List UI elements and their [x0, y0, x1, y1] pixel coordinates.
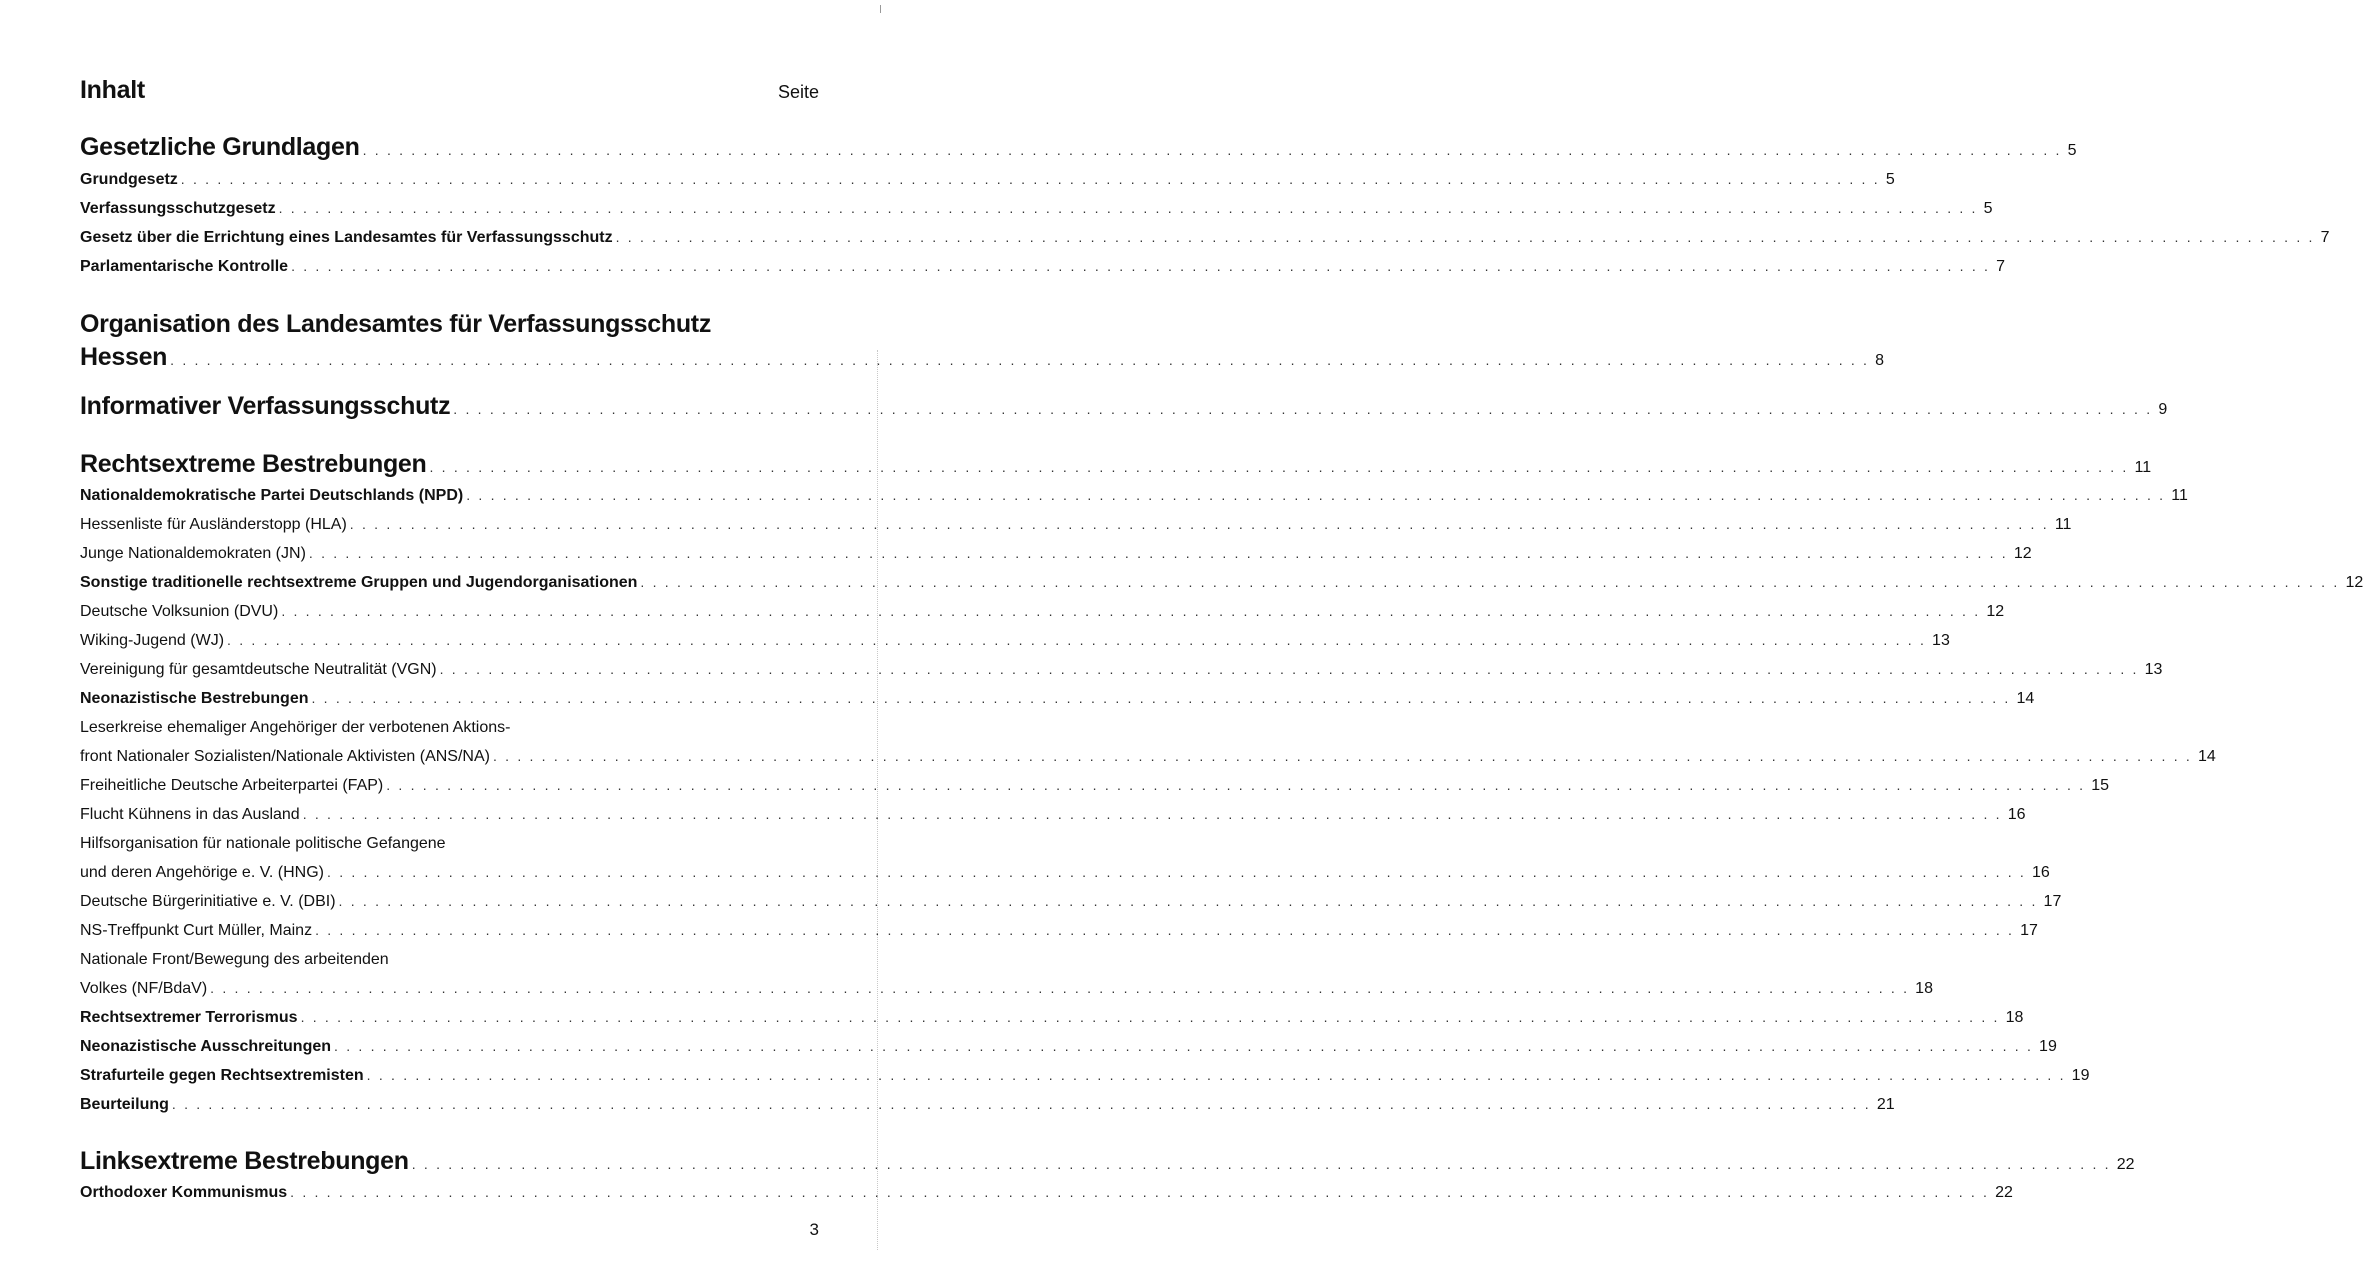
page-number: 3 — [809, 1220, 819, 1239]
toc-page-number: 5 — [1983, 199, 1993, 217]
toc-entry-title: Parlamentarische Kontrolle — [80, 257, 289, 275]
toc-entry — [80, 1037, 2057, 1056]
dot-leader: . . . . . . . . . . . . . . . . . . . . . . . . . . . . . . . . . . . . . . . . . . . . . . . . . . . . . . . . . . . . . . . . . . . . . . . . . . . . . . . . . . . . . . . . . . . . . . . . . . . . . . . . . . . . . . . . . . . . . . . . . . . . . . . . . . . . . . . . . . . . — [302, 805, 2002, 822]
toc-entry-title: Grundgesetz — [80, 170, 178, 188]
toc-page-number: 15 — [2091, 776, 2110, 794]
toc-entry-title: Deutsche Volksunion (DVU) — [80, 602, 279, 620]
toc-page-number: 12 — [2013, 544, 2032, 562]
toc-section-heading — [80, 1146, 2135, 1176]
toc-page-number: 7 — [2320, 228, 2330, 246]
toc-entry-title: Informativer Verfassungsschutz — [80, 391, 451, 420]
toc-entry — [80, 544, 2032, 563]
toc-entry-title: Orthodoxer Kommunismus — [80, 1183, 288, 1201]
toc-entry-title: Deutsche Bürgerinitiative e. V. (DBI) — [80, 892, 336, 910]
toc-entry — [80, 602, 2005, 621]
dot-leader: . . . . . . . . . . . . . . . . . . . . . . . . . . . . . . . . . . . . . . . . . . . . . . . . . . . . . . . . . . . . . . . . . . . . . . . . . . . . . . . . . . . . . . . . . . . . . . . . . . . . . . . . . . . . . . . . . . . . . . . . . . . . . . . . . . . . . . . . . . . . — [311, 689, 2011, 706]
dot-leader: . . . . . . . . . . . . . . . . . . . . . . . . . . . . . . . . . . . . . . . . . . . . . . . . . . . . . . . . . . . . . . . . . . . . . . . . . . . . . . . . . . . . . . . . . . . . . . . . . . . . . . . . . . . . . . . . . . . . . . . . . . . . . . . . . . . . . . . . . . . . — [334, 1037, 2034, 1054]
toc-entry — [80, 979, 1933, 998]
dot-leader: . . . . . . . . . . . . . . . . . . . . . . . . . . . . . . . . . . . . . . . . . . . . . . . . . . . . . . . . . . . . . . . . . . . . . . . . . . . . . . . . . . . . . . . . . . . . . . . . . . . . . . . . . . . . . . . . . . . . . . . . . . . . . . . . . . . . . . . . . . . . — [439, 660, 2139, 677]
toc-entry — [80, 573, 2363, 592]
toc-entry — [80, 515, 2072, 534]
toc-page-number: 9 — [2158, 400, 2168, 418]
toc-entry-title: Vereinigung für gesamtdeutsche Neutralität (VGN) — [80, 660, 437, 678]
toc-entry — [80, 199, 1993, 218]
toc-page-number: 12 — [1986, 602, 2005, 620]
toc-entry-title: Wiking-Jugend (WJ) — [80, 631, 225, 649]
toc-entry — [80, 1066, 2090, 1085]
toc-page-number: 16 — [2007, 805, 2026, 823]
toc-title: Inhalt — [80, 76, 145, 104]
dot-leader: . . . . . . . . . . . . . . . . . . . . . . . . . . . . . . . . . . . . . . . . . . . . . . . . . . . . . . . . . . . . . . . . . . . . . . . . . . . . . . . . . . . . . . . . . . . . . . . . . . . . . . . . . . . . . . . . . . . . . . . . . . . . . . . . . . . . . . . . . . . . — [429, 458, 2129, 475]
toc-entry-title: Volkes (NF/BdaV) — [80, 979, 208, 997]
toc-entry-title: front Nationaler Sozialisten/Nationale Aktivisten (ANS/NA) — [80, 747, 490, 765]
toc-entry — [80, 892, 2062, 911]
dot-leader: . . . . . . . . . . . . . . . . . . . . . . . . . . . . . . . . . . . . . . . . . . . . . . . . . . . . . . . . . . . . . . . . . . . . . . . . . . . . . . . . . . . . . . . . . . . . . . . . . . . . . . . . . . . . . . . . . . . . . . . . . . . . . . . . . . . . . . . . . . . . — [281, 602, 1981, 619]
toc-entry-title: Freiheitliche Deutsche Arbeiterpartei (FAP) — [80, 776, 384, 794]
toc-entry-title: Gesetz über die Errichtung eines Landesamtes für Verfassungsschutz — [80, 228, 613, 246]
toc-entry — [80, 631, 1950, 650]
toc-entry-title: Hessenliste für Ausländerstopp (HLA) — [80, 515, 347, 533]
toc-entry-title: Strafurteile gegen Rechtsextremisten — [80, 1066, 364, 1084]
toc-page-number: 16 — [2032, 863, 2050, 881]
toc-page-number: 18 — [2005, 1008, 2024, 1026]
dot-leader: . . . . . . . . . . . . . . . . . . . . . . . . . . . . . . . . . . . . . . . . . . . . . . . . . . . . . . . . . . . . . . . . . . . . . . . . . . . . . . . . . . . . . . . . . . . . . . . . . . . . . . . . . . . . . . . . . . . . . . . . . . . . . . . . . . . . . . . . . . . . — [362, 141, 2062, 158]
page-edge-shadow — [877, 350, 878, 1250]
dot-leader: . . . . . . . . . . . . . . . . . . . . . . . . . . . . . . . . . . . . . . . . . . . . . . . . . . . . . . . . . . . . . . . . . . . . . . . . . . . . . . . . . . . . . . . . . . . . . . . . . . . . . . . . . . . . . . . . . . . . . . . . . . . . . . . . . . . . . . . . . . . . — [453, 400, 2153, 417]
toc-entry — [80, 257, 2005, 276]
toc-page-number: 17 — [2043, 892, 2062, 910]
toc-page-number: 5 — [2067, 141, 2077, 159]
toc-entry-title: Nationaldemokratische Partei Deutschlands (NPD) — [80, 486, 464, 504]
toc-page-number: 11 — [2171, 486, 2188, 504]
dot-leader: . . . . . . . . . . . . . . . . . . . . . . . . . . . . . . . . . . . . . . . . . . . . . . . . . . . . . . . . . . . . . . . . . . . . . . . . . . . . . . . . . . . . . . . . . . . . . . . . . . . . . . . . . . . . . . . . . . . . . . . . . . . . . . . . . . . . . . . . . . . . — [290, 1183, 1990, 1200]
toc-entry-title: Neonazistische Bestrebungen — [80, 689, 309, 707]
dot-leader: . . . . . . . . . . . . . . . . . . . . . . . . . . . . . . . . . . . . . . . . . . . . . . . . . . . . . . . . . . . . . . . . . . . . . . . . . . . . . . . . . . . . . . . . . . . . . . . . . . . . . . . . . . . . . . . . . . . . . . . . . . . . . . . . . . . . . . . . . . . . — [366, 1066, 2066, 1083]
toc-entry — [80, 1008, 2024, 1027]
toc-entry — [80, 170, 1895, 189]
toc-section-heading — [80, 132, 2077, 162]
toc-header — [80, 76, 819, 105]
toc-entry — [80, 863, 2050, 882]
toc-page-number: 11 — [2134, 458, 2152, 476]
toc-entry — [80, 747, 2216, 766]
toc-entry — [80, 1183, 2013, 1202]
toc-entry-title: NS-Treffpunkt Curt Müller, Mainz — [80, 921, 313, 939]
page-column-label: Seite — [777, 82, 819, 102]
toc-entry-title: Rechtsextreme Bestrebungen — [80, 449, 427, 478]
toc-entry-title: Flucht Kühnens in das Ausland — [80, 805, 300, 823]
toc-entry — [80, 660, 2163, 679]
toc-entry — [80, 805, 2026, 824]
toc-entry-title: Hessen — [80, 342, 168, 371]
toc-entry-title: und deren Angehörige e. V. (HNG) — [80, 863, 325, 881]
toc-page-number: 11 — [2054, 515, 2072, 533]
toc-entry — [80, 921, 2038, 940]
toc-page-number: 14 — [2016, 689, 2035, 707]
dot-leader: . . . . . . . . . . . . . . . . . . . . . . . . . . . . . . . . . . . . . . . . . . . . . . . . . . . . . . . . . . . . . . . . . . . . . . . . . . . . . . . . . . . . . . . . . . . . . . . . . . . . . . . . . . . . . . . . . . . . . . . . . . . . . . . . . . . . . . . . . . . . — [349, 515, 2049, 532]
toc-entry-title: Rechtsextremer Terrorismus — [80, 1008, 298, 1026]
toc-page-number: 8 — [1875, 351, 1885, 369]
toc-entry — [80, 228, 2330, 247]
toc-page-number: 12 — [2345, 573, 2363, 591]
dot-leader: . . . . . . . . . . . . . . . . . . . . . . . . . . . . . . . . . . . . . . . . . . . . . . . . . . . . . . . . . . . . . . . . . . . . . . . . . . . . . . . . . . . . . . . . . . . . . . . . . . . . . . . . . . . . . . . . . . . . . . . . . . . . . . . . . . . . . . . . . . . . — [411, 1155, 2111, 1172]
dot-leader: . . . . . . . . . . . . . . . . . . . . . . . . . . . . . . . . . . . . . . . . . . . . . . . . . . . . . . . . . . . . . . . . . . . . . . . . . . . . . . . . . . . . . . . . . . . . . . . . . . . . . . . . . . . . . . . . . . . . . . . . . . . . . . . . . . . . . . . . . . . . — [170, 351, 1870, 368]
toc-page-number: 21 — [1876, 1095, 1895, 1113]
dot-leader: . . . . . . . . . . . . . . . . . . . . . . . . . . . . . . . . . . . . . . . . . . . . . . . . . . . . . . . . . . . . . . . . . . . . . . . . . . . . . . . . . . . . . . . . . . . . . . . . . . . . . . . . . . . . . . . . . . . . . . . . . . . . . . . . . . . . . . . . . . . . — [278, 199, 1978, 216]
toc-page-number: 19 — [2071, 1066, 2090, 1084]
toc-entry-line1: Nationale Front/Bewegung des arbeitenden — [80, 950, 389, 968]
toc-entry — [80, 486, 2188, 505]
toc-entry — [80, 1095, 1895, 1114]
toc-page-number: 22 — [2116, 1155, 2135, 1173]
toc-entry-title: Sonstige traditionelle rechtsextreme Gruppen und Jugendorganisationen — [80, 573, 638, 591]
toc-section-heading — [80, 391, 2168, 421]
dot-leader: . . . . . . . . . . . . . . . . . . . . . . . . . . . . . . . . . . . . . . . . . . . . . . . . . . . . . . . . . . . . . . . . . . . . . . . . . . . . . . . . . . . . . . . . . . . . . . . . . . . . . . . . . . . . . . . . . . . . . . . . . . . . . . . . . . . . . . . . . . . . — [466, 486, 2166, 503]
dot-leader: . . . . . . . . . . . . . . . . . . . . . . . . . . . . . . . . . . . . . . . . . . . . . . . . . . . . . . . . . . . . . . . . . . . . . . . . . . . . . . . . . . . . . . . . . . . . . . . . . . . . . . . . . . . . . . . . . . . . . . . . . . . . . . . . . . . . . . . . . . . . — [227, 631, 1927, 648]
dot-leader: . . . . . . . . . . . . . . . . . . . . . . . . . . . . . . . . . . . . . . . . . . . . . . . . . . . . . . . . . . . . . . . . . . . . . . . . . . . . . . . . . . . . . . . . . . . . . . . . . . . . . . . . . . . . . . . . . . . . . . . . . . . . . . . . . . . . . . . . . . . . — [210, 979, 1910, 996]
toc-entry-title: Linksextreme Bestrebungen — [80, 1146, 409, 1175]
dot-leader: . . . . . . . . . . . . . . . . . . . . . . . . . . . . . . . . . . . . . . . . . . . . . . . . . . . . . . . . . . . . . . . . . . . . . . . . . . . . . . . . . . . . . . . . . . . . . . . . . . . . . . . . . . . . . . . . . . . . . . . . . . . . . . . . . . . . . . . . . . . . — [640, 573, 2340, 590]
dot-leader: . . . . . . . . . . . . . . . . . . . . . . . . . . . . . . . . . . . . . . . . . . . . . . . . . . . . . . . . . . . . . . . . . . . . . . . . . . . . . . . . . . . . . . . . . . . . . . . . . . . . . . . . . . . . . . . . . . . . . . . . . . . . . . . . . . . . . . . . . . . . — [300, 1008, 2000, 1025]
dot-leader: . . . . . . . . . . . . . . . . . . . . . . . . . . . . . . . . . . . . . . . . . . . . . . . . . . . . . . . . . . . . . . . . . . . . . . . . . . . . . . . . . . . . . . . . . . . . . . . . . . . . . . . . . . . . . . . . . . . . . . . . . . . . . . . . . . . . . . . . . . . . — [171, 1095, 1871, 1112]
dot-leader: . . . . . . . . . . . . . . . . . . . . . . . . . . . . . . . . . . . . . . . . . . . . . . . . . . . . . . . . . . . . . . . . . . . . . . . . . . . . . . . . . . . . . . . . . . . . . . . . . . . . . . . . . . . . . . . . . . . . . . . . . . . . . . . . . . . . . . . . . . . . — [291, 257, 1991, 274]
toc-page-number: 7 — [1996, 257, 2005, 275]
toc-page-number: 13 — [2144, 660, 2163, 678]
dot-leader: . . . . . . . . . . . . . . . . . . . . . . . . . . . . . . . . . . . . . . . . . . . . . . . . . . . . . . . . . . . . . . . . . . . . . . . . . . . . . . . . . . . . . . . . . . . . . . . . . . . . . . . . . . . . . . . . . . . . . . . . . . . . . . . . . . . . . . . . . . . . — [338, 892, 2038, 909]
toc-page-number: 14 — [2197, 747, 2216, 765]
dot-leader: . . . . . . . . . . . . . . . . . . . . . . . . . . . . . . . . . . . . . . . . . . . . . . . . . . . . . . . . . . . . . . . . . . . . . . . . . . . . . . . . . . . . . . . . . . . . . . . . . . . . . . . . . . . . . . . . . . . . . . . . . . . . . . . . . . . . . . . . . . . . — [327, 863, 2027, 880]
toc-page-number: 17 — [2020, 921, 2038, 939]
toc-page-number: 18 — [1915, 979, 1933, 997]
scan-mark — [880, 5, 881, 13]
dot-leader: . . . . . . . . . . . . . . . . . . . . . . . . . . . . . . . . . . . . . . . . . . . . . . . . . . . . . . . . . . . . . . . . . . . . . . . . . . . . . . . . . . . . . . . . . . . . . . . . . . . . . . . . . . . . . . . . . . . . . . . . . . . . . . . . . . . . . . . . . . . . — [386, 776, 2086, 793]
toc-entry-title: Beurteilung — [80, 1095, 169, 1113]
toc-entry-title: Verfassungsschutzgesetz — [80, 199, 276, 217]
toc-page-number: 5 — [1885, 170, 1895, 188]
toc-entry-title: Gesetzliche Grundlagen — [80, 132, 360, 161]
dot-leader: . . . . . . . . . . . . . . . . . . . . . . . . . . . . . . . . . . . . . . . . . . . . . . . . . . . . . . . . . . . . . . . . . . . . . . . . . . . . . . . . . . . . . . . . . . . . . . . . . . . . . . . . . . . . . . . . . . . . . . . . . . . . . . . . . . . . . . . . . . . . — [308, 544, 2008, 561]
toc-section-heading — [80, 342, 1885, 372]
toc-entry-line1: Leserkreise ehemaliger Angehöriger der verbotenen Aktions- — [80, 718, 511, 736]
toc-entry-line1: Hilfsorganisation für nationale politische Gefangene — [80, 834, 446, 852]
dot-leader: . . . . . . . . . . . . . . . . . . . . . . . . . . . . . . . . . . . . . . . . . . . . . . . . . . . . . . . . . . . . . . . . . . . . . . . . . . . . . . . . . . . . . . . . . . . . . . . . . . . . . . . . . . . . . . . . . . . . . . . . . . . . . . . . . . . . . . . . . . . . — [315, 921, 2015, 938]
toc-entry — [80, 689, 2035, 708]
dot-leader: . . . . . . . . . . . . . . . . . . . . . . . . . . . . . . . . . . . . . . . . . . . . . . . . . . . . . . . . . . . . . . . . . . . . . . . . . . . . . . . . . . . . . . . . . . . . . . . . . . . . . . . . . . . . . . . . . . . . . . . . . . . . . . . . . . . . . . . . . . . . — [492, 747, 2192, 764]
toc-page-number: 19 — [2039, 1037, 2057, 1055]
toc-page-number: 13 — [1932, 631, 1950, 649]
toc-entry-title: Junge Nationaldemokraten (JN) — [80, 544, 306, 562]
toc-entry-line1: Organisation des Landesamtes für Verfassungsschutz — [80, 309, 712, 338]
toc-page-number: 22 — [1995, 1183, 2013, 1201]
dot-leader: . . . . . . . . . . . . . . . . . . . . . . . . . . . . . . . . . . . . . . . . . . . . . . . . . . . . . . . . . . . . . . . . . . . . . . . . . . . . . . . . . . . . . . . . . . . . . . . . . . . . . . . . . . . . . . . . . . . . . . . . . . . . . . . . . . . . . . . . . . . . — [180, 170, 1880, 187]
toc-entry — [80, 776, 2110, 795]
toc-entry-title: Neonazistische Ausschreitungen — [80, 1037, 332, 1055]
dot-leader: . . . . . . . . . . . . . . . . . . . . . . . . . . . . . . . . . . . . . . . . . . . . . . . . . . . . . . . . . . . . . . . . . . . . . . . . . . . . . . . . . . . . . . . . . . . . . . . . . . . . . . . . . . . . . . . . . . . . . . . . . . . . . . . . . . . . . . . . . . . . — [615, 228, 2315, 245]
toc-section-heading — [80, 449, 2152, 479]
